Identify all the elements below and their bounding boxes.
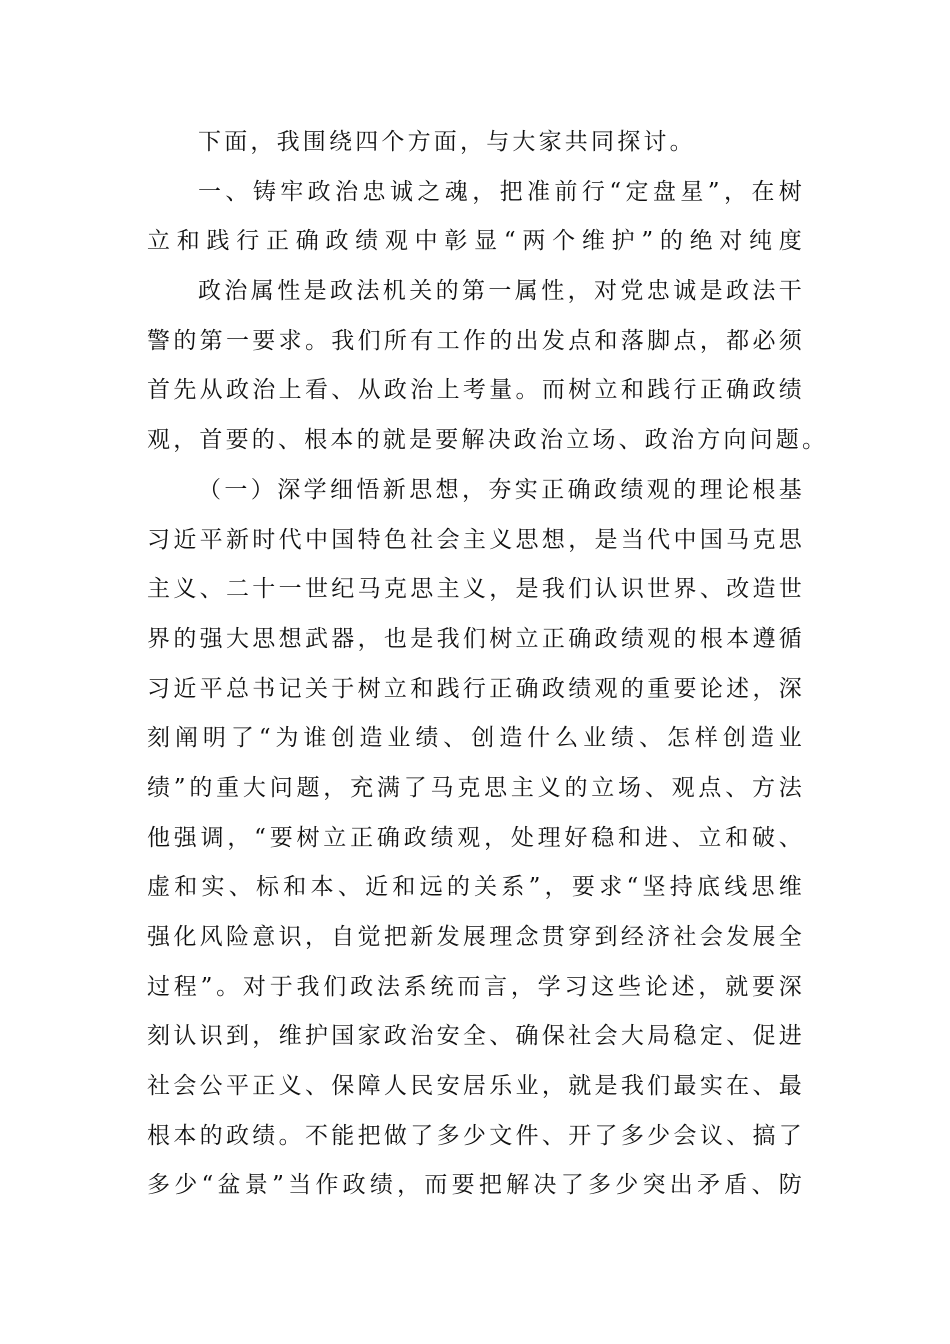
paragraph-line: 绩”的重大问题，充满了马克思主义的立场、观点、方法 — [147, 774, 805, 801]
paragraph-line: 他强调，“要树立正确政绩观，处理好稳和进、立和破、 — [147, 824, 805, 851]
paragraph-line: 主义、二十一世纪马克思主义，是我们认识世界、改造世 — [147, 576, 805, 603]
paragraph-line: 社会公平正义、保障人民安居乐业，就是我们最实在、最 — [147, 1073, 805, 1100]
paragraph-line: 刻认识到，维护国家政治安全、确保社会大局稳定、促进 — [147, 1023, 805, 1050]
paragraph-line: 首先从政治上看、从政治上考量。而树立和践行正确政绩 — [147, 377, 805, 404]
paragraph-line: 虚和实、标和本、近和远的关系”，要求“坚持底线思维 — [147, 874, 805, 901]
paragraph-line: 过程”。对于我们政法系统而言，学习这些论述，就要深 — [147, 973, 805, 1000]
paragraph-line: 习近平新时代中国特色社会主义思想，是当代中国马克思 — [147, 526, 805, 553]
paragraph-line: 刻阐明了“为谁创造业绩、创造什么业绩、怎样创造业 — [147, 725, 805, 752]
paragraph-line: 界的强大思想武器，也是我们树立正确政绩观的根本遵循 — [147, 625, 805, 652]
paragraph-line: 强化风险意识，自觉把新发展理念贯穿到经济社会发展全 — [147, 924, 805, 950]
section-heading-line: 立和践行正确政绩观中彰显“两个维护”的绝对纯度 — [147, 228, 805, 255]
paragraph-line: 警的第一要求。我们所有工作的出发点和落脚点，都必须 — [147, 327, 805, 354]
paragraph-line: 习近平总书记关于树立和践行正确政绩观的重要论述，深 — [147, 675, 805, 702]
document-page — [147, 118, 829, 1211]
paragraph-line: 政治属性是政法机关的第一属性，对党忠诚是政法干 — [198, 278, 805, 305]
paragraph-line: 根本的政绩。不能把做了多少文件、开了多少会议、搞了 — [147, 1122, 805, 1149]
subsection-heading-line: （一）深学细悟新思想，夯实正确政绩观的理论根基 — [198, 476, 805, 503]
section-heading-line: 一、铸牢政治忠诚之魂，把准前行“定盘星”，在树 — [198, 178, 805, 205]
paragraph-line: 观，首要的、根本的就是要解决政治立场、政治方向问题。 — [147, 427, 829, 454]
paragraph-line: 多少“盆景”当作政绩，而要把解决了多少突出矛盾、防 — [147, 1172, 805, 1199]
intro-line: 下面，我围绕四个方面，与大家共同探讨。 — [198, 129, 696, 155]
